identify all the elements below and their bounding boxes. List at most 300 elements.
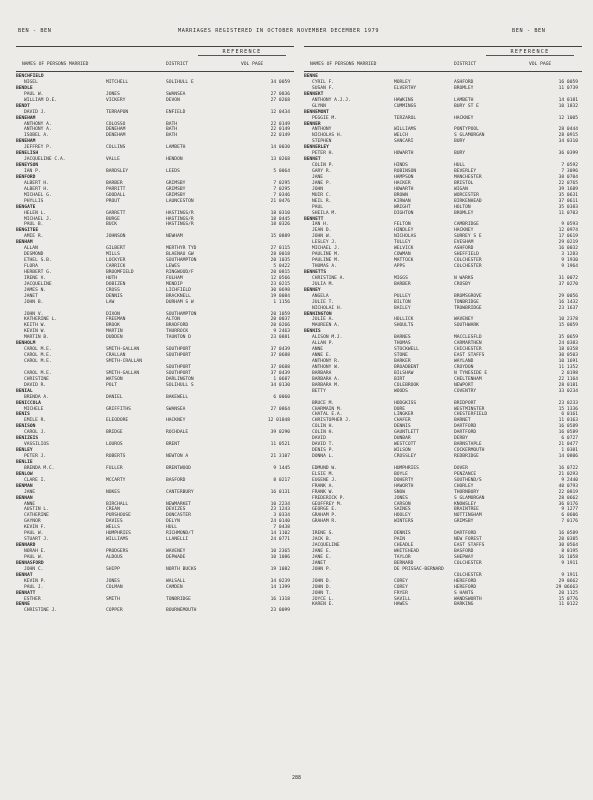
volume-page: 16 0722 bbox=[558, 465, 578, 471]
district: BRACKNELL bbox=[166, 293, 191, 299]
spouse-surname: TERRAPON bbox=[106, 109, 129, 115]
spouse-surname: HINDLEY bbox=[394, 228, 414, 234]
spouse-surname: LOCKYER bbox=[106, 258, 126, 264]
volume-page: 9 1911 bbox=[561, 560, 578, 566]
volume-page: 16 0032 bbox=[558, 246, 578, 252]
vol-page-column-header: VOL PAGE bbox=[241, 62, 264, 67]
volume-page: 9 1445 bbox=[273, 465, 290, 471]
forenames: CHARMAIN M. bbox=[312, 406, 343, 412]
spouse-surname: DIGHTON bbox=[394, 210, 414, 216]
spouse-surname: CRALLAN bbox=[106, 353, 126, 359]
spouse-surname: BARNES bbox=[394, 335, 411, 341]
surname: BENNARD bbox=[16, 543, 36, 549]
volume-page: 27 0115 bbox=[270, 246, 290, 252]
district: SOUTHAMPTON bbox=[166, 258, 197, 264]
volume-page: 9 2463 bbox=[273, 329, 290, 335]
district: COLCHESTER bbox=[454, 258, 482, 264]
spouse-surname: FULLER bbox=[106, 465, 123, 471]
volume-page: 37 0688 bbox=[270, 353, 290, 359]
volume-page: 39 1689 bbox=[558, 186, 578, 192]
spouse-surname: DORE bbox=[394, 406, 406, 412]
forenames: PAULINE M. bbox=[312, 258, 340, 264]
forenames: PAULINE M. bbox=[312, 252, 340, 258]
forenames: PETER J. bbox=[24, 454, 47, 459]
district: S HANTS bbox=[454, 590, 474, 596]
forenames: JACQUELINE bbox=[312, 543, 340, 549]
district: MACCLESFLD bbox=[454, 335, 482, 341]
spouse-surname: CROSS bbox=[106, 287, 120, 293]
volume-page: 28 0915 bbox=[558, 133, 578, 139]
forenames: COLIN H. bbox=[312, 424, 335, 430]
district-column-header: DISTRICT bbox=[454, 62, 477, 67]
surname: BENNAN bbox=[16, 495, 33, 501]
spouse-surname: CHEADLE bbox=[394, 543, 414, 549]
spouse-surname: WELCH bbox=[394, 133, 408, 139]
district: HEREFORD bbox=[454, 584, 477, 590]
volume-page: 38 0704 bbox=[558, 174, 578, 180]
spouse-surname: COREY bbox=[394, 584, 408, 590]
forenames: MUIR C. bbox=[312, 192, 332, 198]
spouse-surname: SMITH bbox=[106, 596, 120, 602]
volume-page: 5 0422 bbox=[273, 264, 290, 269]
forenames: JOHN C. bbox=[24, 566, 44, 572]
spouse-surname: BARBER bbox=[106, 180, 123, 186]
spouse-surname: SMITH-GALLAN bbox=[106, 347, 140, 353]
spouse-surname: WHITEHEAD bbox=[394, 549, 419, 554]
district: LEWES bbox=[166, 264, 180, 269]
spouse-surname: JONES bbox=[394, 495, 408, 501]
district: LAMBETH bbox=[454, 97, 474, 103]
volume-page: 16 0589 bbox=[558, 430, 578, 436]
spouse-surname: CROSSLEY bbox=[394, 454, 417, 459]
volume-page: 3 1283 bbox=[561, 252, 578, 258]
spouse-surname: WINTERS bbox=[394, 519, 414, 525]
forenames: ALBERT H. bbox=[24, 186, 49, 192]
spouse-surname: BURGE bbox=[106, 216, 120, 222]
spouse-surname: SMITH-GALLAN bbox=[106, 370, 140, 376]
surname: BENEHAM bbox=[16, 115, 36, 121]
forenames: IAN H. bbox=[312, 222, 329, 228]
forenames: ALLAN bbox=[24, 246, 38, 252]
district: DEVON bbox=[166, 97, 180, 103]
forenames: JOHN D. bbox=[312, 578, 332, 584]
spouse-surname: ELEODORE bbox=[106, 418, 129, 424]
forenames: ALLAN P. bbox=[312, 341, 335, 347]
forenames: FLORA bbox=[24, 264, 38, 269]
district: FULHAM bbox=[166, 275, 183, 281]
volume-page: 18 0326 bbox=[270, 222, 290, 228]
spouse-surname: WRIGHT bbox=[394, 204, 411, 210]
volume-page: 11 0163 bbox=[558, 418, 578, 424]
district: LAMBETH bbox=[166, 145, 186, 151]
forenames: DAVID T. bbox=[312, 442, 335, 448]
forenames: BARBARA M. bbox=[312, 382, 340, 388]
forenames: THOMAS A. bbox=[312, 264, 337, 269]
forenames: PEGGIE M. bbox=[312, 115, 337, 121]
volume-page: 15 0776 bbox=[558, 596, 578, 602]
forenames: PAUL bbox=[312, 204, 324, 210]
forenames: GARY R. bbox=[312, 169, 332, 174]
forenames: ESTHER bbox=[24, 596, 41, 602]
forenames: NICHOLAS H. bbox=[312, 133, 343, 139]
volume-page: 7 0346 bbox=[273, 192, 290, 198]
spouse-surname: LAW bbox=[106, 299, 115, 305]
district: SOUTHAMPTON bbox=[166, 311, 197, 317]
district: DURHAM S W bbox=[166, 299, 194, 305]
district: SOUTHEND/S bbox=[454, 477, 482, 483]
spouse-surname: JONES bbox=[106, 91, 120, 97]
spouse-surname: WELLS bbox=[106, 525, 120, 531]
forenames: DENIS P. bbox=[312, 448, 335, 454]
volume-page: 10 2234 bbox=[270, 501, 290, 507]
district: DEPWADE bbox=[166, 554, 186, 560]
district: BROMSGROVE bbox=[454, 293, 482, 299]
volume-page: 14 1102 bbox=[270, 531, 290, 537]
district: BATH bbox=[166, 121, 178, 127]
district: BASFORD bbox=[454, 549, 474, 554]
surname: BENNE bbox=[16, 602, 30, 608]
forenames: JOHN P. bbox=[312, 566, 332, 572]
forenames: ANTHONY A.J.J. bbox=[312, 97, 351, 103]
volume-page: 8 0217 bbox=[273, 477, 290, 483]
district: RINGWOOD/F bbox=[166, 269, 194, 275]
district: WANDSWORTH bbox=[454, 596, 482, 602]
spouse-surname: GARRETT bbox=[106, 210, 126, 216]
table-row bbox=[16, 608, 294, 614]
forenames: GLYNN bbox=[312, 103, 326, 109]
district: LLANELLI bbox=[166, 537, 189, 543]
volume-page: 39 0290 bbox=[270, 430, 290, 436]
spouse-surname: VICKERY bbox=[106, 97, 126, 103]
forenames: MICHAEL J. bbox=[24, 216, 52, 222]
forenames: STEPHEN bbox=[312, 139, 332, 145]
right-column bbox=[304, 46, 582, 776]
surname: BENEYSON bbox=[16, 163, 39, 169]
forenames: COLIN H. bbox=[312, 430, 335, 436]
spouse-surname: PAIN bbox=[394, 537, 406, 543]
surname: BENELISH bbox=[16, 151, 39, 157]
district: MERTHYR TYD bbox=[166, 246, 197, 252]
district: SOUTHPORT bbox=[166, 347, 191, 353]
forenames: GEOFFREY M. bbox=[312, 501, 343, 507]
district: RICHMOND/T bbox=[166, 531, 194, 537]
forenames: CHRISTINE bbox=[24, 376, 49, 382]
spouse-surname: TULLEY bbox=[394, 240, 411, 246]
forenames: ISOBEL A. bbox=[24, 133, 49, 139]
spouse-surname: DIXON bbox=[106, 311, 120, 317]
spouse-surname: CUMMINGS bbox=[394, 103, 417, 109]
volume-page: 37 0270 bbox=[558, 281, 578, 287]
spouse-surname: COLEBROOK bbox=[394, 382, 419, 388]
forenames: JANET bbox=[312, 560, 326, 566]
spouse-surname: FREEMAN bbox=[106, 317, 126, 323]
forenames: SUSAN F. bbox=[312, 85, 335, 91]
district: TONBRIDGE bbox=[454, 299, 479, 305]
district: NEWPORT bbox=[454, 382, 474, 388]
volume-page: 28 0444 bbox=[558, 127, 578, 133]
forenames: JULIA M. bbox=[312, 281, 335, 287]
forenames: KATHERINE L. bbox=[24, 317, 58, 323]
district: THORNBURY bbox=[454, 489, 479, 495]
forenames: JOHN D. bbox=[312, 584, 332, 590]
district: COLCHESTER bbox=[454, 572, 482, 578]
district: BATH bbox=[166, 133, 178, 139]
district: ASHFORD bbox=[454, 79, 474, 85]
forenames: JANE bbox=[24, 489, 36, 495]
volume-page: 10 2378 bbox=[558, 317, 578, 323]
district: GRIMSBY bbox=[166, 192, 186, 198]
volume-page: 33 0234 bbox=[558, 388, 578, 394]
volume-page: 7 0176 bbox=[561, 519, 578, 525]
forenames: AUSTIN L. bbox=[24, 507, 49, 513]
spouse-surname: KIRWAN bbox=[394, 198, 411, 204]
district: CHORLEY bbox=[454, 483, 474, 489]
spouse-surname: HOWARTH bbox=[394, 186, 414, 192]
district: SOLIHULL S bbox=[166, 382, 194, 388]
volume-page: 15 0889 bbox=[270, 234, 290, 240]
volume-page: 18 0445 bbox=[270, 216, 290, 222]
forenames: DAVID J. bbox=[24, 109, 47, 115]
volume-page: 11 1352 bbox=[558, 364, 578, 370]
volume-page: 16 0059 bbox=[558, 79, 578, 85]
forenames: KEVIN P. bbox=[24, 578, 47, 584]
volume-page: 12 01848 bbox=[267, 418, 290, 424]
surname: BENLIE bbox=[16, 459, 33, 465]
spouse-surname: BILTON bbox=[394, 299, 411, 305]
forenames: COLIN P. bbox=[312, 163, 335, 169]
volume-page: 34 0310 bbox=[558, 139, 578, 145]
surname: BENIS bbox=[16, 412, 30, 418]
spouse-surname: MCCARTY bbox=[106, 477, 126, 483]
district: WORCESTER bbox=[454, 192, 479, 198]
volume-page: 10 2365 bbox=[270, 549, 290, 554]
spouse-surname: BROOMFIELD bbox=[106, 269, 134, 275]
volume-page: 34 0239 bbox=[270, 578, 290, 584]
volume-page: 16 1058 bbox=[558, 554, 578, 560]
header-right: BEN - BEN bbox=[512, 28, 546, 34]
spouse-surname: DENEHAM bbox=[106, 127, 126, 133]
district: HACKNEY bbox=[454, 228, 474, 234]
district: CANTERBURY bbox=[166, 489, 194, 495]
forenames: BRUCE M. bbox=[312, 400, 335, 406]
volume-page: 5 0064 bbox=[273, 169, 290, 174]
volume-page: 6 0606 bbox=[561, 513, 578, 519]
spouse-surname: POLT bbox=[106, 382, 118, 388]
surname: BENDLE bbox=[16, 85, 33, 91]
spouse-surname: BAILEY bbox=[394, 305, 411, 311]
volume-page: 29 0662 bbox=[558, 578, 578, 584]
spouse-surname: VALLE bbox=[106, 157, 120, 163]
spouse-surname: LOUROS bbox=[106, 442, 123, 448]
volume-page: 11 0521 bbox=[270, 442, 290, 448]
spouse-surname: PULLEY bbox=[394, 293, 411, 299]
district: BATH bbox=[166, 127, 178, 133]
volume-page: 13 0268 bbox=[270, 157, 290, 163]
district: NEWTON A bbox=[166, 454, 189, 459]
spouse-surname: HACKER bbox=[394, 180, 411, 186]
forenames: CAROL M.E. bbox=[24, 353, 52, 359]
volume-page: 23 0881 bbox=[270, 335, 290, 341]
forenames: EDMUND W. bbox=[312, 465, 337, 471]
forenames: NIGEL bbox=[24, 79, 38, 85]
volume-page: 12 0566 bbox=[270, 275, 290, 281]
surname: BENNETTS bbox=[304, 269, 327, 275]
forenames: BRENDA M.C. bbox=[24, 465, 55, 471]
volume-page: 14 0806 bbox=[558, 454, 578, 459]
volume-page: 9 1964 bbox=[561, 264, 578, 269]
district: COCKERMOUTH bbox=[454, 448, 485, 454]
district: BRAINTREE bbox=[454, 507, 479, 513]
volume-page: 6 0060 bbox=[273, 394, 290, 400]
spouse-surname: STONE bbox=[394, 353, 408, 359]
volume-page: 12 0974 bbox=[558, 228, 578, 234]
forenames: JANE E. bbox=[312, 549, 332, 554]
spouse-surname: COREY bbox=[394, 578, 408, 584]
forenames: GAYNOR bbox=[24, 519, 41, 525]
district: REDBRIDGE bbox=[454, 454, 479, 459]
surname: BENEHAM bbox=[16, 139, 36, 145]
forenames: CHRISTINE A. bbox=[312, 275, 346, 281]
volume-page: 7 0438 bbox=[273, 525, 290, 531]
forenames: EMILE R. bbox=[24, 418, 47, 424]
forenames: FRANK A. bbox=[312, 483, 335, 489]
spouse-surname: SMITH-CRALLAN bbox=[106, 359, 142, 364]
district: WIGAN bbox=[454, 186, 468, 192]
district: DELYN bbox=[166, 519, 180, 525]
volume-page: 11 0122 bbox=[558, 602, 578, 608]
spouse-surname: ALDOUS bbox=[106, 554, 123, 560]
spouse-surname: HOOLEY bbox=[394, 513, 411, 519]
spouse-surname: HUMPHRIES bbox=[394, 465, 419, 471]
district: SWANSEA bbox=[166, 406, 186, 412]
volume-page: 35 0659 bbox=[558, 335, 578, 341]
volume-page: 35 0383 bbox=[558, 204, 578, 210]
district: BOURNEMOUTH bbox=[166, 608, 197, 614]
surname: BENNETT bbox=[304, 216, 324, 222]
forenames: CHRISTINE J. bbox=[24, 608, 58, 614]
forenames: PAUL B. bbox=[24, 222, 44, 228]
forenames: ANTHONY A. bbox=[24, 121, 52, 127]
forenames: JANE E. bbox=[312, 554, 332, 560]
volume-page: 1 1156 bbox=[273, 299, 290, 305]
spouse-surname: DUNBAR bbox=[394, 436, 411, 442]
district: LAUNCESTON bbox=[166, 198, 194, 204]
spouse-surname: HAWORTH bbox=[394, 483, 414, 489]
forenames: ANTHONY W. bbox=[312, 364, 340, 370]
district: DARTFORD bbox=[454, 424, 477, 430]
volume-page: 9 1930 bbox=[561, 258, 578, 264]
surname: BENNER bbox=[304, 121, 321, 127]
forenames: NICHOLAI H. bbox=[312, 305, 343, 311]
district: SOUTHPORT bbox=[166, 364, 191, 370]
volume-page: 23 1637 bbox=[558, 305, 578, 311]
forenames: CLARE I. bbox=[24, 477, 47, 483]
spouse-surname: GRIFFITHS bbox=[106, 406, 131, 412]
spouse-surname: WILSON bbox=[394, 448, 411, 454]
volume-page: 23 0233 bbox=[558, 400, 578, 406]
volume-page: 22 1164 bbox=[558, 376, 578, 382]
district: SURREY S E bbox=[454, 234, 482, 240]
district: SOUTHWARK bbox=[454, 323, 479, 329]
volume-page: 23 0215 bbox=[270, 281, 290, 287]
forenames: ANNE E. bbox=[312, 353, 332, 359]
volume-page: 24 0771 bbox=[270, 537, 290, 543]
spouse-surname: ROBERTS bbox=[106, 454, 126, 459]
surname: BENNATT bbox=[16, 590, 36, 596]
surname: BENICCOLA bbox=[16, 400, 41, 406]
district: N WARKS bbox=[454, 275, 474, 281]
volume-page: 34 0130 bbox=[270, 382, 290, 388]
surname: BENMAN bbox=[16, 483, 33, 489]
district: GRIMSBY bbox=[166, 180, 186, 186]
forenames: CHATAL E.A. bbox=[312, 412, 343, 418]
names-column-header: NAMES OF PERSONS MARRIED bbox=[22, 62, 89, 67]
vol-page-column-header: VOL PAGE bbox=[529, 62, 552, 67]
reference-label: REFERENCE bbox=[486, 49, 574, 56]
forenames: KEITH W. bbox=[24, 323, 47, 329]
volume-page: 7 0592 bbox=[561, 163, 578, 169]
spouse-surname: HINDS bbox=[394, 163, 408, 169]
volume-page: 20 0815 bbox=[270, 269, 290, 275]
forenames: FREDERICK P. bbox=[312, 495, 346, 501]
volume-page: 37 0688 bbox=[270, 364, 290, 370]
district: DARLINGTON bbox=[166, 376, 194, 382]
district: PENZANCE bbox=[454, 471, 477, 477]
forenames: FRANK W. bbox=[312, 489, 335, 495]
volume-page: 18 0310 bbox=[270, 210, 290, 216]
district: COLCHESTER bbox=[454, 560, 482, 566]
volume-page: 15 1336 bbox=[558, 406, 578, 412]
district: DEVIZES bbox=[166, 507, 186, 513]
volume-page: 9 2440 bbox=[561, 477, 578, 483]
spouse-surname: BARKER bbox=[394, 359, 411, 364]
forenames: KAREN E. bbox=[312, 602, 335, 608]
district: BRIDPORT bbox=[454, 400, 477, 406]
district: BURY bbox=[454, 139, 466, 145]
district-column-header: DISTRICT bbox=[166, 62, 189, 67]
surname: BENIAL bbox=[16, 388, 33, 394]
spouse-surname: PARRITT bbox=[106, 186, 126, 192]
district: THURROCK bbox=[166, 329, 189, 335]
spouse-surname: ELVERTHY bbox=[394, 85, 417, 91]
district: DONCASTER bbox=[166, 513, 191, 519]
district: BLAENAU GW bbox=[166, 252, 194, 258]
spouse-surname: BIRT bbox=[394, 376, 406, 382]
spouse-surname: SAINES bbox=[394, 507, 411, 513]
forenames: MICHELE bbox=[24, 406, 44, 412]
volume-page: 16 1432 bbox=[558, 299, 578, 305]
surname: BENNEY bbox=[304, 287, 321, 293]
forenames: WILLIAM D.E. bbox=[24, 97, 58, 103]
forenames: JOHN bbox=[312, 186, 324, 192]
surname: BENNAT bbox=[16, 572, 33, 578]
forenames: KEVIN W. bbox=[24, 329, 47, 335]
spouse-surname: CARSON bbox=[394, 501, 411, 507]
district: TROWBRIDGE bbox=[454, 305, 482, 311]
district: HULL bbox=[166, 525, 178, 531]
page-number: 288 bbox=[291, 775, 302, 781]
forenames: ALBERT H. bbox=[24, 180, 49, 186]
volume-page: 27 0268 bbox=[270, 97, 290, 103]
spouse-surname: MORLEY bbox=[394, 79, 411, 85]
volume-page: 9 1277 bbox=[561, 507, 578, 513]
spouse-surname: WATSON bbox=[106, 376, 123, 382]
forenames: CYRIL F. bbox=[312, 79, 335, 85]
volume-page: 37 0439 bbox=[270, 347, 290, 353]
district: BURY bbox=[454, 151, 466, 157]
volume-page: 21 0477 bbox=[558, 442, 578, 448]
volume-page: 29 0056 bbox=[558, 293, 578, 299]
